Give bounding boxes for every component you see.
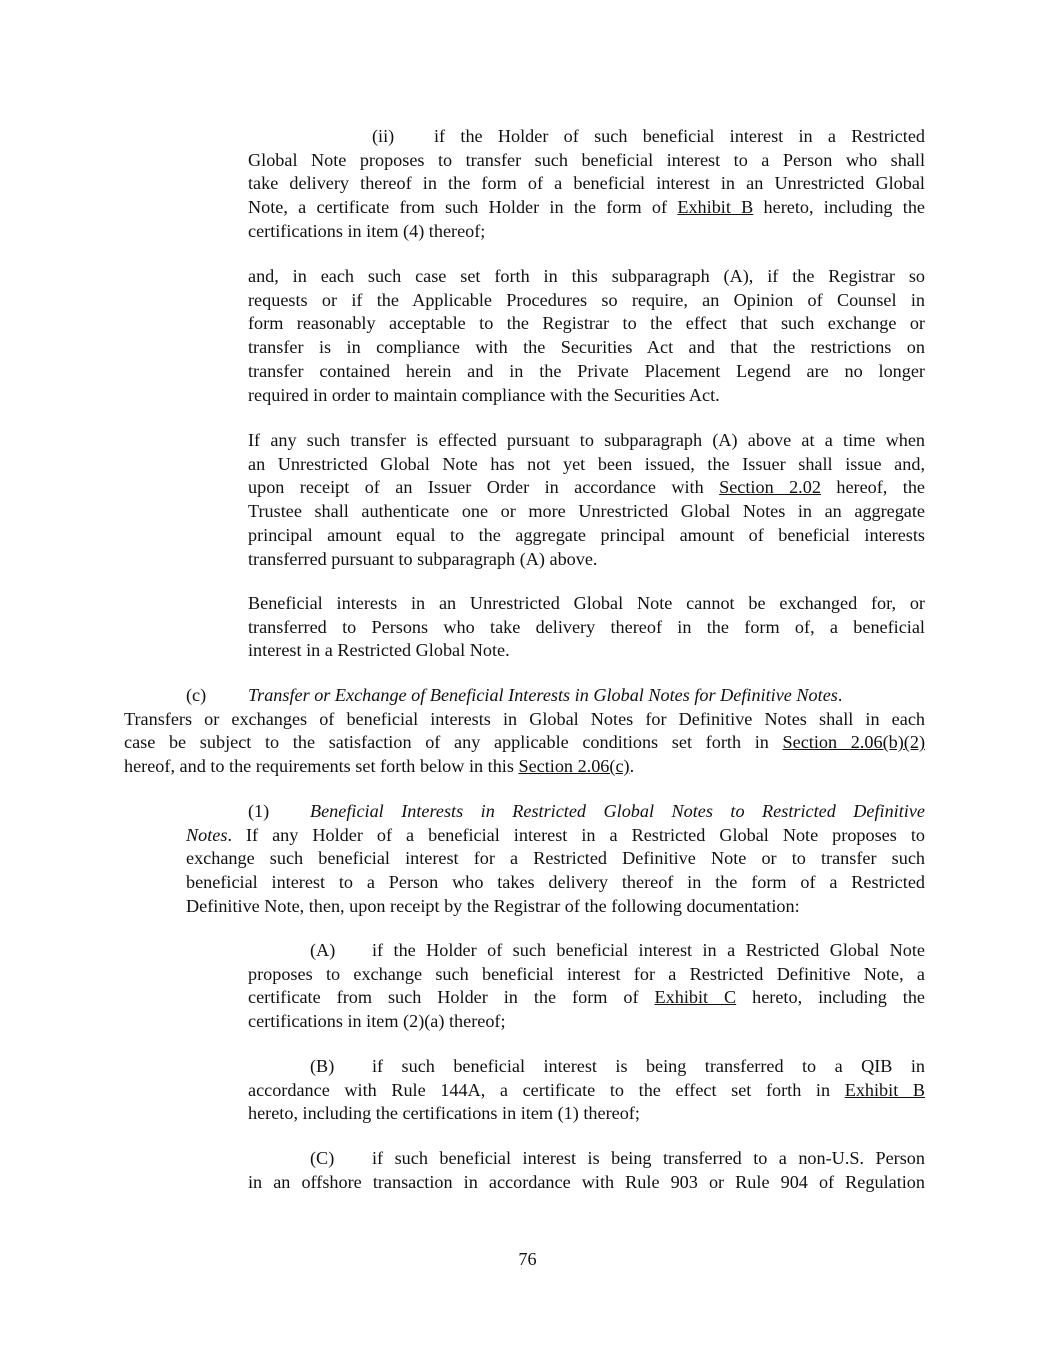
paragraph-A-line-1: (A) if the Holder of such beneficial interest in a Restricted Global Note — [248, 939, 925, 963]
paragraph-line: hereof, and to the requirements set forth below in this Section 2.06(c). — [124, 756, 635, 777]
exhibit-b-reference: Exhibit B — [677, 197, 754, 218]
paragraph-line: transfer contained herein and in the Private Placement Legend are no longer — [248, 360, 925, 381]
section-c-title: Transfer or Exchange of Beneficial Interests in Global Notes for Definitive Notes — [248, 685, 838, 705]
paragraph-line: certificate from such Holder in the form of Exhibit C hereto, including the — [248, 987, 925, 1008]
paragraph-C-line-1: (C) if such beneficial interest is being transferred to a non-U.S. Person — [248, 1147, 925, 1171]
exhibit-b-reference: Exhibit B — [844, 1079, 925, 1100]
paragraph-B — [248, 1055, 925, 1126]
paragraph-ii — [248, 125, 925, 244]
paragraph-ii-line-1: (ii) if the Holder of such beneficial interest in a Restricted — [248, 125, 925, 149]
paragraph-no-exchange — [248, 592, 925, 663]
paragraph-line: hereto, including the certifications in item (1) thereof; — [248, 1103, 640, 1124]
paragraph-line: If any such transfer is effected pursuant to subparagraph (A) above at a time when — [248, 430, 925, 450]
paragraph-line: transferred to Persons who take delivery thereof in the form of, a beneficial — [248, 616, 925, 637]
paragraph-opinion-of-counsel — [248, 265, 925, 407]
paragraph-1-heading-line — [186, 800, 925, 824]
paragraph-ii-label: (ii) — [372, 126, 395, 146]
paragraph-line: Transfers or exchanges of beneficial interests in Global Notes for Definitive Notes shall in each — [124, 708, 925, 729]
paragraph-line: Notes. If any Holder of a beneficial interest in a Restricted Global Note proposes to — [186, 824, 925, 845]
paragraph-1-title: Beneficial Interests in Restricted Global Notes to Restricted Definitive — [310, 801, 925, 821]
paragraph-line: accordance with Rule 144A, a certificate to the effect set forth in Exhibit B — [248, 1079, 925, 1100]
paragraph-line: requests or if the Applicable Procedures so require, an Opinion of Counsel in — [248, 289, 925, 310]
paragraph-ii-line-5: certifications in item (4) thereof; — [248, 220, 486, 241]
section-2-06-c-reference: Section 2.06(c) — [518, 756, 630, 777]
paragraph-line: transferred pursuant to subparagraph (A) above. — [248, 548, 598, 569]
paragraph-A-label: (A) — [310, 940, 336, 960]
page-number: 76 — [518, 1249, 537, 1269]
section-c-heading-line: (c) Transfer or Exchange of Beneficial Interests in Global Notes for Definitive Notes. — [124, 684, 925, 708]
section-c-label: (c) — [186, 685, 207, 705]
paragraph-line: and, in each such case set forth in this subparagraph (A), if the Registrar so — [248, 266, 925, 286]
paragraph-line: form reasonably acceptable to the Registrar to the effect that such exchange or — [248, 313, 925, 334]
paragraph-line: case be subject to the satisfaction of any applicable conditions set forth in Section 2.06(b)(2) — [124, 732, 925, 753]
section-2-06-b-2-reference: Section 2.06(b)(2) — [782, 732, 925, 753]
paragraph-line: beneficial interest to a Person who takes delivery thereof in the form of a Restricted — [186, 872, 925, 893]
paragraph-A — [248, 939, 925, 1034]
paragraph-line: upon receipt of an Issuer Order in accordance with Section 2.02 hereof, the — [248, 477, 925, 498]
paragraph-1-label: (1) — [248, 801, 270, 821]
paragraph-line: an Unrestricted Global Note has not yet been issued, the Issuer shall issue and, — [248, 453, 925, 474]
paragraph-ii-line-4: Note, a certificate from such Holder in the form of Exhibit B hereto, including the — [248, 197, 925, 218]
paragraph-line: transfer is in compliance with the Securities Act and that the restrictions on — [248, 337, 925, 358]
paragraph-line: required in order to maintain compliance with the Securities Act. — [248, 384, 720, 405]
exhibit-c-reference: Exhibit C — [654, 987, 737, 1008]
paragraph-line: in an offshore transaction in accordance with Rule 903 or Rule 904 of Regulation — [248, 1171, 925, 1192]
section-2-02-reference: Section 2.02 — [719, 477, 821, 498]
section-c — [124, 684, 925, 779]
paragraph-unrestricted-issuance — [248, 429, 925, 571]
paragraph-1 — [186, 800, 925, 919]
paragraph-ii-line-3: take delivery thereof in the form of a beneficial interest in an Unrestricted Global — [248, 173, 925, 194]
paragraph-B-label: (B) — [310, 1056, 335, 1076]
paragraph-C — [248, 1147, 925, 1194]
paragraph-line: Definitive Note, then, upon receipt by the Registrar of the following documentation: — [186, 895, 800, 916]
paragraph-line: principal amount equal to the aggregate principal amount of beneficial interests — [248, 524, 925, 545]
paragraph-line: Trustee shall authenticate one or more Unrestricted Global Notes in an aggregate — [248, 501, 925, 522]
paragraph-line: Beneficial interests in an Unrestricted Global Note cannot be exchanged for, or — [248, 593, 925, 613]
paragraph-C-label: (C) — [310, 1148, 335, 1168]
paragraph-ii-line-2: Global Note proposes to transfer such beneficial interest to a Person who shall — [248, 149, 925, 170]
paragraph-line: proposes to exchange such beneficial interest for a Restricted Definitive Note, a — [248, 963, 925, 984]
paragraph-line: interest in a Restricted Global Note. — [248, 640, 510, 661]
paragraph-line: certifications in item (2)(a) thereof; — [248, 1011, 506, 1032]
paragraph-B-line-1: (B) if such beneficial interest is being transferred to a QIB in — [248, 1055, 925, 1079]
paragraph-line: exchange such beneficial interest for a Restricted Definitive Note or to transfer such — [186, 848, 925, 869]
